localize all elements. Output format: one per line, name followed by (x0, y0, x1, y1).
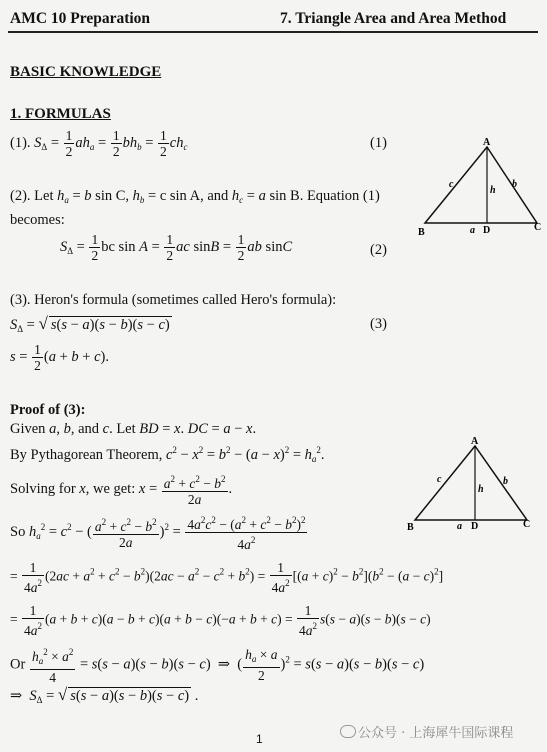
formula-2: $S_\Delta$ = $\frac{1}{2}$ bc sin A = $\frac{1}{2}$ ac sinB = $\frac{1}{2}$ ab sinC (60, 232, 293, 263)
subsection-title: 1. FORMULAS (10, 106, 111, 122)
formula-1: (1). $S_\Delta$ = $\frac{1}{2}$ $ah_a$ = $\frac{1}{2}$ $bh_b$ = $\frac{1}{2}$ $ch_c$ (10, 128, 188, 159)
triangle-figure-1 (415, 135, 545, 240)
fig2-a: a (457, 521, 462, 532)
fig2-C: C (523, 519, 531, 530)
fig1-a: a (470, 225, 475, 236)
item2-line: (2). Let $h_a = b$ sin C, $h_b = c$ sin A, and $h_c = a$ sin B. Equation (1) (10, 188, 380, 205)
section-title: BASIC KNOWLEDGE (10, 64, 162, 80)
item3-text: (3). Heron's formula (sometimes called Hero's formula): (10, 292, 337, 308)
fig2-b: b (503, 476, 508, 487)
header-right: 7. Triangle Area and Area Method (280, 10, 507, 27)
fig1-B: B (418, 227, 425, 238)
proof-solve-x: Solving for x, we get: x = $\frac{a^2 + c^2 - b^2}{2a}$ . (10, 474, 233, 507)
formula-3: $S_\Delta$ = √ s(s − a)(s − b)(s − c) (10, 314, 170, 334)
fig2-A: A (471, 436, 479, 447)
fig1-D: D (483, 225, 491, 236)
proof-step-3: = $\frac{1}{4a^2}$ (a + b + c)(a − b + c)(a + b − c)(−a + b + c) = $\frac{1}{4a^2}$ s(s − a)(s − b)(s − c) (10, 603, 431, 638)
proof-step-4: Or $\frac{h_a^2 \times a^2}{4}$ = s(s − a)(s − b)(s − c) ⇒ ( $\frac{h_a \times a}{2}$ )$^2$ = s(s − a)(s − b)(s − c) (10, 647, 425, 685)
fig2-B: B (407, 522, 414, 533)
page-number: 1 (256, 732, 263, 746)
fig2-h: h (478, 484, 484, 495)
watermark: 公众号 · 上海犀牛国际课程 (340, 722, 513, 741)
fig1-b: b (512, 179, 517, 190)
eqnum-3: (3) (370, 316, 387, 332)
proof-h-squared: So $h_a^2 = c^2$ − ( $\frac{a^2 + c^2 - b^2}{2a}$ )$^2$ = $\frac{4a^2c^2 - (a^2 + c^2 - b^2)^2}{4a^2}$ (10, 515, 306, 552)
eqnum-2: (2) (370, 242, 387, 258)
eqnum-1: (1) (370, 135, 387, 151)
fig1-C: C (534, 222, 542, 233)
proof-pythagoras: By Pythagorean Theorem, $c^2 - x^2 = b^2 - (a - x)^2 = h_a^2$. (10, 445, 325, 464)
proof-conclusion: ⇒ $S_\Delta$ = √ s(s − a)(s − b)(s − c) . (10, 685, 199, 705)
item2-becomes: becomes: (10, 212, 65, 228)
triangle-figure-2 (405, 432, 545, 537)
proof-given: Given a, b, and c. Let BD = x. DC = a − x. (10, 421, 257, 437)
fig1-h: h (490, 185, 496, 196)
header-left: AMC 10 Preparation (10, 10, 151, 27)
item1-label: (1). (10, 134, 31, 151)
wechat-icon (340, 725, 356, 738)
fig1-A: A (483, 137, 491, 148)
fig2-c: c (437, 474, 442, 485)
header-rule (8, 31, 538, 33)
proof-step-2: = $\frac{1}{4a^2}$ $(2ac + a^2 + c^2 - b^2)(2ac - a^2 - c^2 + b^2)$ = $\frac{1}{4a^2}$ $[(a + c)^2 - b^2](b^2 - (a - c)^2]$ (10, 560, 444, 595)
proof-title: Proof of (3): (10, 402, 86, 418)
formula-s: s = $\frac{1}{2}$ (a + b + c). (10, 342, 109, 373)
fig2-D: D (471, 521, 479, 532)
fig1-c: c (449, 179, 454, 190)
